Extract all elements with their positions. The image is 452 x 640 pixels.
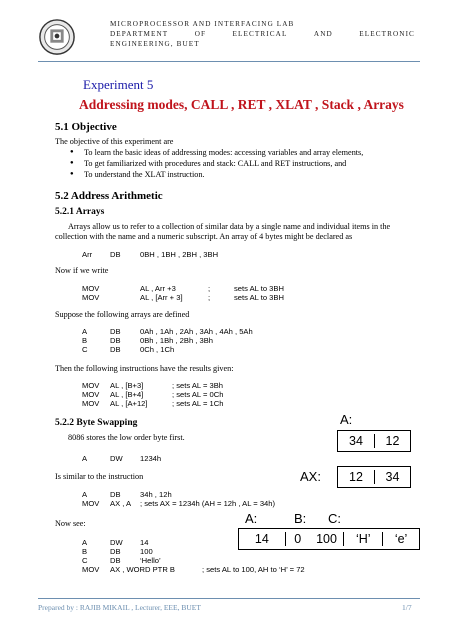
code-operand: AL , [A+12]: [110, 399, 148, 408]
byte-swap-para: 8086 stores the low order byte first.: [68, 433, 185, 442]
memory-cell: 14: [239, 532, 286, 546]
objective-intro: The objective of this experiment are: [55, 137, 174, 146]
objective-list: [68, 147, 363, 180]
code-op: MOV: [82, 293, 100, 302]
section-5-2-heading: 5.2 Address Arithmetic: [55, 190, 163, 202]
code-operand: 100: [140, 547, 153, 556]
code-op: MOV: [82, 284, 100, 293]
section-5-2-2-heading: 5.2.2 Byte Swapping: [55, 418, 138, 428]
faculty-line: ENGINEERING, BUET: [110, 40, 200, 48]
code-op: DB: [110, 547, 121, 556]
section-5-2-1-heading: 5.2.1 Arrays: [55, 207, 105, 217]
memory-cell: ‘e’: [394, 532, 408, 546]
code-op: DW: [110, 538, 123, 547]
code-comment: sets AL to 3BH: [234, 293, 284, 302]
code-comment: ; sets AX = 1234h (AH = 12h , AL = 34h): [140, 499, 276, 508]
code-semicolon: ;: [208, 293, 211, 302]
register-box-ax: [337, 466, 411, 488]
arrays-para-line1: Arrays allow us to refer to a collection of similar data by a single name and individual items in the: [68, 222, 391, 231]
buet-logo: [38, 18, 76, 56]
code-label: C: [82, 556, 88, 565]
list-item: ● To get familiarized with procedures and stack: CALL and RET instructions, and: [68, 158, 363, 169]
code-label: C: [82, 345, 88, 354]
code-op: MOV: [82, 390, 100, 399]
code-label: B: [82, 547, 88, 556]
code-op: MOV: [82, 399, 100, 408]
dept-word: OF: [194, 30, 207, 38]
code-op: MOV: [82, 499, 100, 508]
code-label: A: [82, 490, 88, 499]
memory-cell: 100: [310, 532, 345, 546]
code-op: DB: [110, 490, 121, 499]
code-comment: ; sets AL to 100, AH to ‘H’ = 72: [202, 565, 305, 574]
code-op: DB: [110, 336, 121, 345]
dept-word: ELECTRONIC: [359, 30, 415, 38]
code-operand: 34h , 12h: [140, 490, 172, 499]
suppose-text: Suppose the following arrays are defined: [55, 310, 190, 319]
code-comment: ; sets AL = 3Bh: [172, 381, 224, 390]
code-label: A: [82, 454, 88, 463]
code-comment: ; sets AL = 0Ch: [172, 390, 224, 399]
dept-word: ELECTRICAL: [232, 30, 288, 38]
dept-word: DEPARTMENT: [110, 30, 169, 38]
list-item: ● To learn the basic ideas of addressing modes: accessing variables and array elements,: [68, 147, 363, 158]
experiment-number: Experiment 5: [83, 77, 154, 92]
code-operand: AX , WORD PTR B: [110, 565, 175, 574]
code-operand: 0Ch , 1Ch: [140, 345, 175, 354]
now-write-text: Now if we write: [55, 266, 109, 275]
code-op: MOV: [82, 381, 100, 390]
code-operand: AX , A: [110, 499, 132, 508]
code-op: DW: [110, 454, 123, 463]
code-label: B: [82, 336, 88, 345]
lab-name: MICROPROCESSOR AND INTERFACING LAB: [110, 20, 295, 28]
code-semicolon: ;: [208, 284, 211, 293]
diagram-ax-label: AX:: [300, 469, 321, 484]
code-op: MOV: [82, 565, 100, 574]
dept-word: AND: [313, 30, 333, 38]
section-5-1-heading: 5.1 Objective: [55, 121, 117, 133]
memory-cell: 34: [338, 434, 375, 448]
code-op: DB: [110, 345, 121, 354]
code-operand: AL , Arr +3: [140, 284, 176, 293]
experiment-title: Addressing modes, CALL , RET , XLAT , Stack , Arrays: [79, 97, 404, 112]
code-comment: ; sets AL = 1Ch: [172, 399, 224, 408]
code-operand: 0BH , 1BH , 2BH , 3BH: [140, 250, 219, 259]
diagram-label-c: C:: [328, 511, 341, 526]
code-label: A: [82, 327, 88, 336]
memory-box-abc: [238, 528, 420, 550]
code-op: DB: [110, 327, 121, 336]
footer-rule: [38, 598, 420, 599]
now-see-text: Now see:: [55, 519, 86, 528]
arrays-para-line2: collection with the name and a numeric subscript. An array of 4 bytes might be declared as: [55, 232, 353, 241]
department-line: [110, 30, 415, 40]
memory-cell: 12: [385, 434, 400, 448]
code-operand: 0Bh , 1Bh , 2Bh , 3Bh: [140, 336, 214, 345]
code-comment: sets AL to 3BH: [234, 284, 284, 293]
diagram-label-b: B:: [294, 511, 307, 526]
list-item: ● To understand the XLAT instruction.: [68, 169, 363, 180]
register-cell: 34: [385, 470, 400, 484]
code-operand: AL , [B+4]: [110, 390, 144, 399]
diagram-label-a: A:: [245, 511, 258, 526]
similar-text: Is similar to the instruction: [55, 472, 144, 481]
code-op: DB: [110, 250, 121, 259]
footer-author: Prepared by : RAJIB MIKAIL , Lecturer, EEE, BUET: [38, 603, 201, 612]
then-text: Then the following instructions have the results given:: [55, 364, 234, 373]
code-operand: ‘Hello’: [140, 556, 161, 565]
page-number: 1/7: [402, 603, 412, 612]
code-operand: 0Ah , 1Ah , 2Ah , 3Ah , 4Ah , 5Ah: [140, 327, 253, 336]
code-label: Arr: [82, 250, 93, 259]
register-cell: 12: [338, 470, 375, 484]
memory-box-a: [337, 430, 411, 452]
code-label: A: [82, 538, 88, 547]
code-operand: 14: [140, 538, 149, 547]
code-op: DB: [110, 556, 121, 565]
memory-cell: ‘H’: [344, 532, 383, 546]
diagram-a-label: A:: [340, 412, 353, 427]
code-operand: AL , [Arr + 3]: [140, 293, 183, 302]
code-operand: AL , [B+3]: [110, 381, 144, 390]
code-operand: 1234h: [140, 454, 162, 463]
header-rule: [38, 61, 420, 62]
memory-cell: 0: [294, 532, 302, 546]
